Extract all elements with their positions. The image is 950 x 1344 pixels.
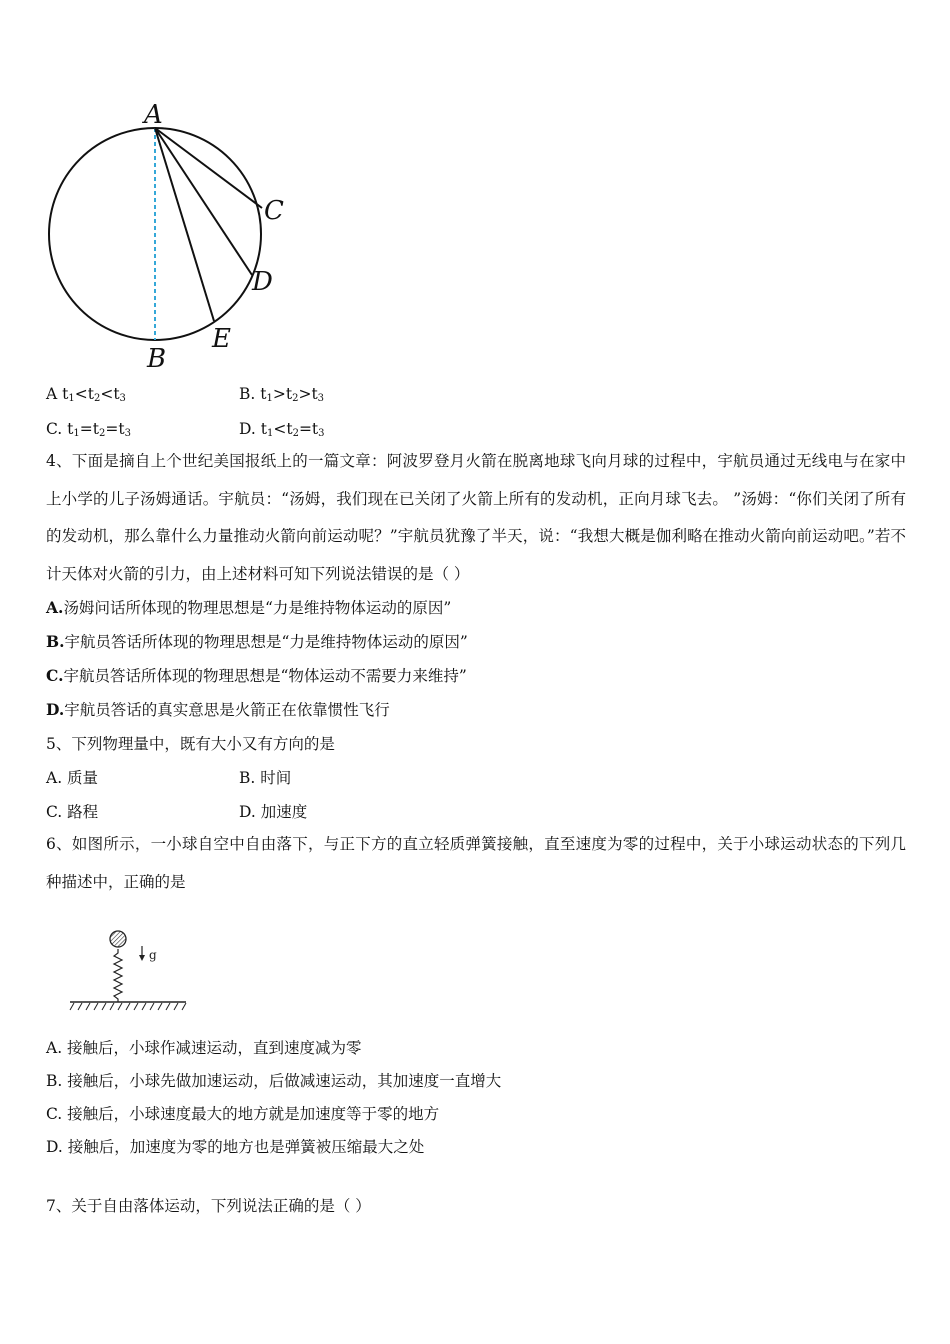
gravity-arrow-icon [139,946,145,961]
point-label-c: C [264,196,284,226]
q3-option-a: A $t_1<t_2<t_3$ [46,385,126,404]
q6-stem: 6、如图所示，一小球自空中自由落下，与正下方的直立轻质弹簧接触，直至速度为零的过程中，关于小球运动状态的下列几种描述中，正确的是 [46,835,906,891]
point-label-a: A [144,100,163,130]
q3-option-b: B. $t_1>t_2>t_3$ [239,385,325,404]
q5-stem: 5、下列物理量中，既有大小又有方向的是 [46,735,335,753]
q5-option-c: C. 路程 [46,803,99,821]
q4-option-b: B.宇航员答话所体现的物理思想是“力是维持物体运动的原因” [46,632,468,651]
q5-option-d: D. 加速度 [239,803,308,821]
spring [114,949,122,1002]
q6-option-d: D. 接触后，加速度为零的地方也是弹簧被压缩最大之处 [46,1138,425,1156]
chord-ae [155,128,214,321]
q4-option-d: D.宇航员答话的真实意思是火箭正在依靠惯性飞行 [46,700,390,719]
point-label-e: E [212,324,231,354]
q5-option-b: B. 时间 [239,769,292,787]
gravity-label: g [149,948,157,962]
q6-option-c: C. 接触后，小球速度最大的地方就是加速度等于零的地方 [46,1105,440,1123]
q6-option-b: B. 接触后，小球先做加速运动，后做减速运动，其加速度一直增大 [46,1072,502,1090]
q7-stem: 7、关于自由落体运动，下列说法正确的是（ ） [46,1197,371,1215]
point-label-b: B [147,344,167,374]
q6-option-a: A. 接触后，小球作减速运动，直到速度减为零 [46,1039,362,1057]
q4-option-a: A.汤姆问话所体现的物理思想是“力是维持物体运动的原因” [46,598,452,617]
point-label-d: D [252,267,273,297]
q3-option-c: C. $t_1=t_2=t_3$ [46,420,131,439]
ball [110,931,126,947]
q3-option-d: D. $t_1<t_2=t_3$ [239,420,325,439]
circle-diagram [40,95,300,380]
spring-ball-diagram [66,926,191,1018]
q4-option-c: C.宇航员答话所体现的物理思想是“物体运动不需要力来维持” [46,666,467,685]
chord-ad [155,128,252,275]
q5-option-a: A. 质量 [46,769,99,787]
q4-stem: 4、下面是摘自上个世纪美国报纸上的一篇文章：阿波罗登月火箭在脱离地球飞向月球的过程中，宇航员通过无线电与在家中上小学的儿子汤姆通话。宇航员：“汤姆，我们现在已关闭了火箭上所有的发动机，正向月球飞去。 ”汤姆：“你们关闭了所有的发动机，那么靠什么力量推动火箭向前运动呢？”宇航员犹豫了半天，说：“我想大概是伽利略在推动火箭向前运动吧。”若不计天体对火箭的引力，由上述材料可知下列说法错误的是（ ） [46,452,906,583]
chord-ac [155,128,262,208]
ground-hatching [70,1003,186,1010]
